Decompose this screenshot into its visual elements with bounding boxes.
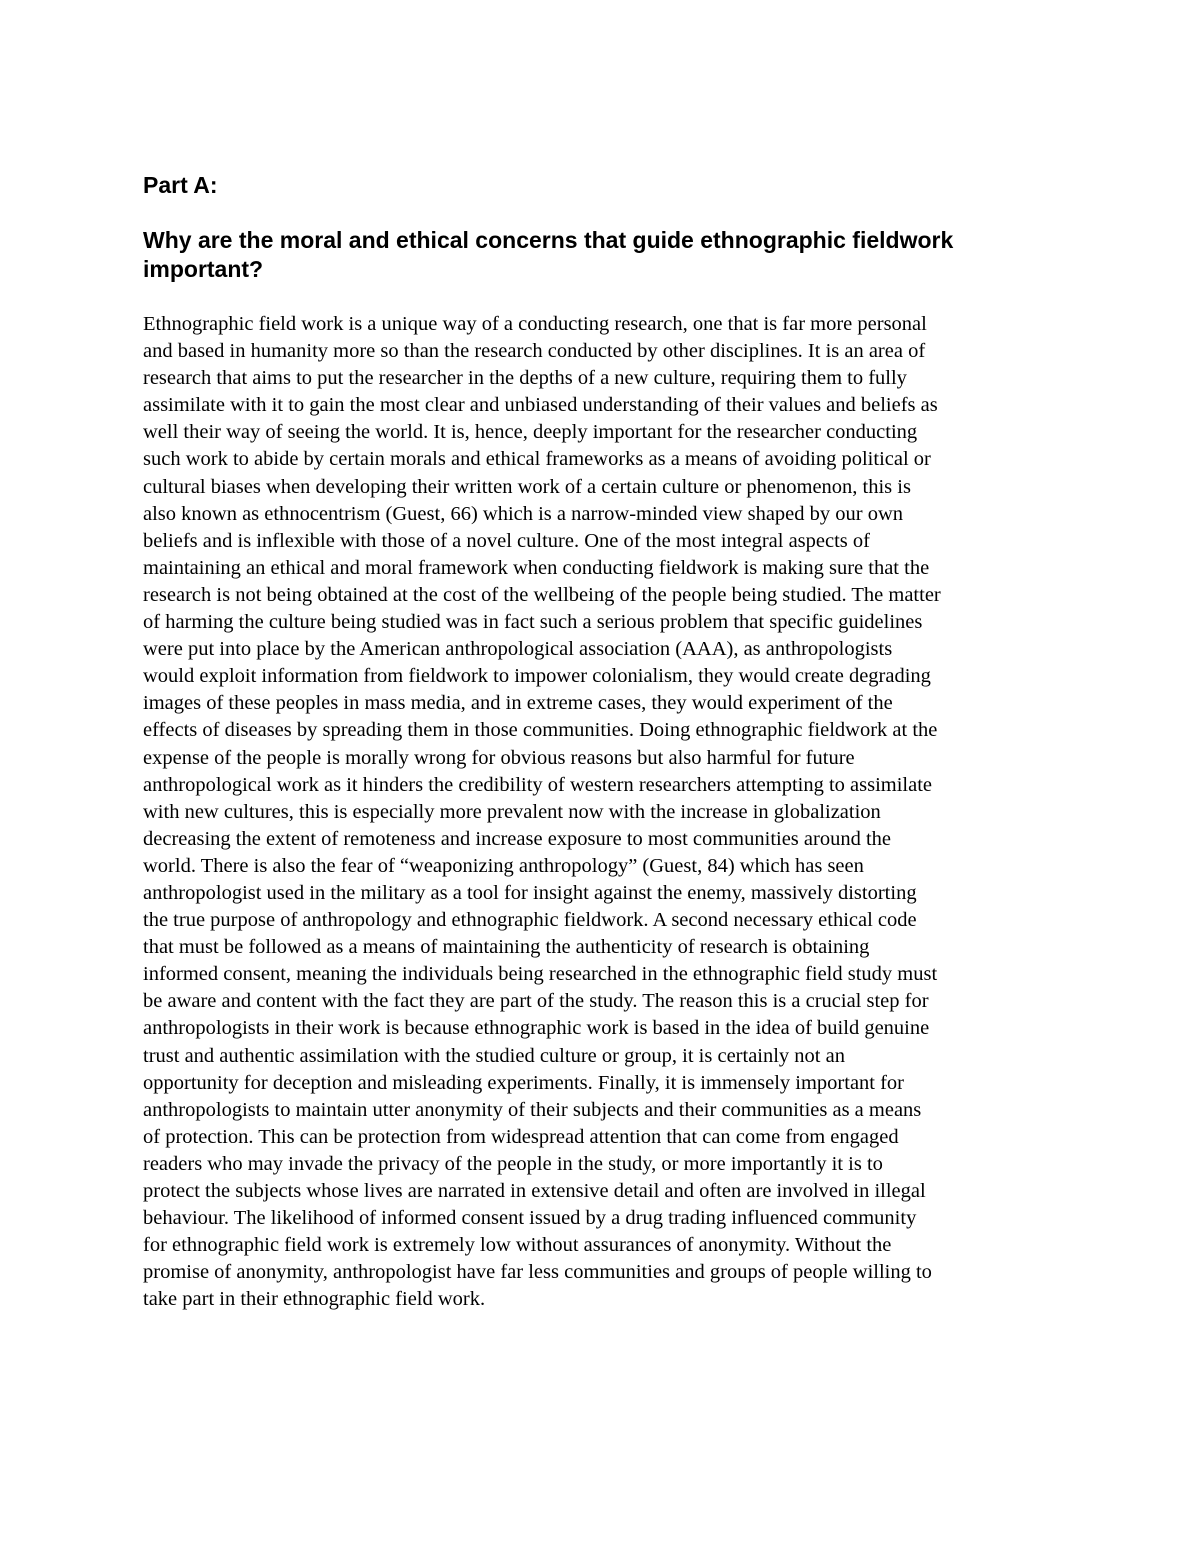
body-line: that must be followed as a means of maintaining the authenticity of research is obtaining bbox=[143, 936, 870, 959]
body-line: behaviour. The likelihood of informed consent issued by a drug trading influenced community bbox=[143, 1207, 917, 1230]
body-line: research that aims to put the researcher in the depths of a new culture, requiring them to fully bbox=[143, 367, 907, 390]
body-line: maintaining an ethical and moral framework when conducting fieldwork is making sure that the bbox=[143, 556, 930, 579]
body-line: assimilate with it to gain the most clear and unbiased understanding of their values and beliefs as bbox=[143, 394, 938, 417]
body-line: opportunity for deception and misleading experiments. Finally, it is immensely important for bbox=[143, 1071, 905, 1094]
body-line: world. There is also the fear of “weaponizing anthropology” (Guest, 84) which has seen bbox=[143, 854, 864, 877]
body-line: be aware and content with the fact they are part of the study. The reason this is a crucial step for bbox=[143, 990, 929, 1013]
body-line: of harming the culture being studied was in fact such a serious problem that specific guidelines bbox=[143, 611, 923, 634]
body-line: with new cultures, this is especially more prevalent now with the increase in globalization bbox=[143, 800, 881, 823]
body-line: promise of anonymity, anthropologist have far less communities and groups of people willing to bbox=[143, 1261, 932, 1284]
body-line: trust and authentic assimilation with the studied culture or group, it is certainly not an bbox=[143, 1044, 845, 1067]
body-line: effects of diseases by spreading them in those communities. Doing ethnographic fieldwork at the bbox=[143, 719, 938, 742]
body-line: anthropological work as it hinders the credibility of western researchers attempting to assimilate bbox=[143, 773, 933, 796]
body-line: also known as ethnocentrism (Guest, 66) which is a narrow-minded view shaped by our own bbox=[143, 502, 904, 525]
body-line: such work to abide by certain morals and ethical frameworks as a means of avoiding political or bbox=[143, 448, 931, 471]
body-line: readers who may invade the privacy of the people in the study, or more importantly it is to bbox=[143, 1152, 883, 1175]
body-line: informed consent, meaning the individuals being researched in the ethnographic field study must bbox=[143, 963, 938, 986]
body-line: protect the subjects whose lives are narrated in extensive detail and often are involved in illegal bbox=[143, 1180, 926, 1202]
body-line: beliefs and is inflexible with those of a novel culture. One of the most integral aspects of bbox=[143, 529, 870, 552]
question-heading bbox=[143, 226, 1058, 284]
body-paragraph bbox=[143, 311, 1058, 1313]
body-line: images of these peoples in mass media, and in extreme cases, they would experiment of the bbox=[143, 692, 893, 715]
question-line: Why are the moral and ethical concerns that guide ethnographic fieldwork bbox=[143, 227, 954, 253]
question-line: important? bbox=[143, 256, 264, 282]
body-line: anthropologist used in the military as a tool for insight against the enemy, massively distorting bbox=[143, 881, 917, 904]
body-line: well their way of seeing the world. It is, hence, deeply important for the researcher conducting bbox=[143, 421, 918, 444]
body-line: research is not being obtained at the cost of the wellbeing of the people being studied. The matter bbox=[143, 583, 941, 606]
body-line: take part in their ethnographic field work. bbox=[143, 1288, 486, 1311]
body-line: would exploit information from fieldwork to impower colonialism, they would create degrading bbox=[143, 665, 931, 688]
body-line: anthropologists to maintain utter anonymity of their subjects and their communities as a means bbox=[143, 1098, 922, 1121]
body-line: were put into place by the American anthropological association (AAA), as anthropologists bbox=[143, 638, 893, 661]
body-line: decreasing the extent of remoteness and increase exposure to most communities around the bbox=[143, 827, 892, 850]
body-line: cultural biases when developing their written work of a certain culture or phenomenon, this is bbox=[143, 475, 911, 498]
body-line: Ethnographic field work is a unique way of a conducting research, one that is far more personal bbox=[143, 313, 927, 335]
body-line: and based in humanity more so than the research conducted by other disciplines. It is an area of bbox=[143, 340, 926, 363]
body-line: expense of the people is morally wrong for obvious reasons but also harmful for future bbox=[143, 746, 855, 769]
body-line: of protection. This can be protection from widespread attention that can come from engaged bbox=[143, 1125, 899, 1148]
document-content bbox=[143, 170, 1058, 1313]
body-line: the true purpose of anthropology and ethnographic fieldwork. A second necessary ethical code bbox=[143, 909, 917, 932]
body-line: for ethnographic field work is extremely low without assurances of anonymity. Without the bbox=[143, 1234, 892, 1257]
part-heading: Part A: bbox=[143, 172, 218, 198]
body-line: anthropologists in their work is because ethnographic work is based in the idea of build genuine bbox=[143, 1017, 930, 1040]
